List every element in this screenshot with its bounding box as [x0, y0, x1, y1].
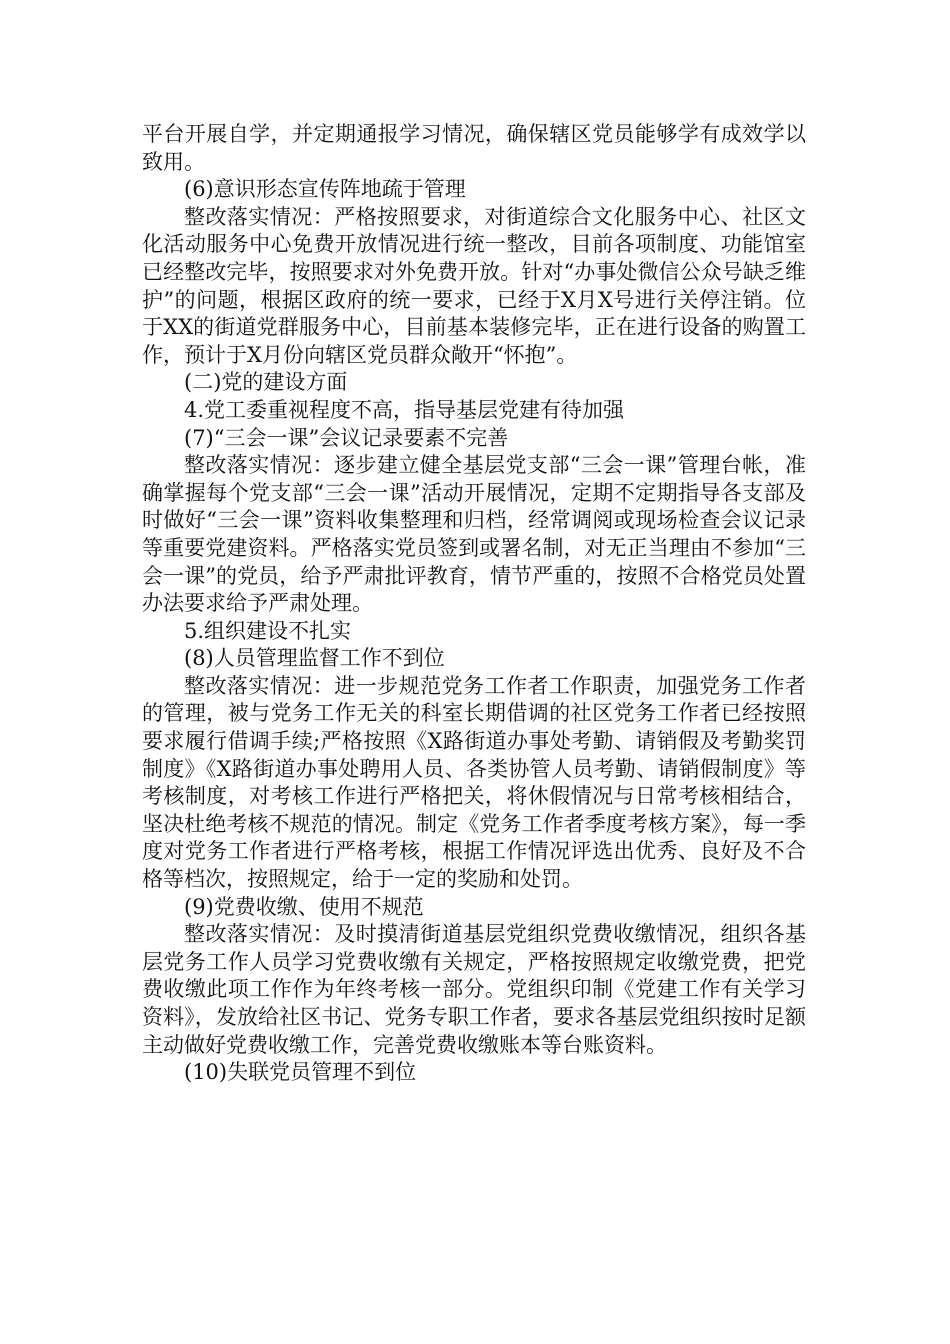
item-7-rectification: 整改落实情况：逐步建立健全基层党支部“三会一课”管理台帐，准确掌握每个党支部“三会一课”活动开展情况，定期不定期指导各支部及时做好“三会一课”资料收集整理和归档，经常调阅或现场检查会议记录等重要党建资料。严格落实党员签到或署名制，对无正当理由不参加“三会一课”的党员，给予严肃批评教育，情节严重的，按照不合格党员处置办法要求给予严肃处理。: [142, 453, 806, 616]
paragraph-continuation: 平台开展自学，并定期通报学习情况，确保辖区党员能够学有成效学以致用。: [142, 122, 806, 174]
item-8-rectification: 整改落实情况：进一步规范党务工作者工作职责，加强党务工作者的管理，被与党务工作无关的科室长期借调的社区党务工作者已经按照要求履行借调手续;严格按照《X路街道办事处考勤、请销假及考勤奖罚制度》《X路街道办事处聘用人员、各类协管人员考勤、请销假制度》等考核制度，对考核工作进行严格把关，将休假情况与日常考核相结合，坚决杜绝考核不规范的情况。制定《党务工作者季度考核方案》，每一季度对党务工作者进行严格考核，根据工作情况评选出优秀、良好及不合格等档次，按照规定，给于一定的奖励和处罚。: [142, 673, 806, 892]
item-9-heading: (9)党费收缴、使用不规范: [184, 894, 424, 919]
point-4-heading: 4.党工委重视程度不高，指导基层党建有待加强: [184, 397, 625, 422]
item-9-rectification: 整改落实情况：及时摸清街道基层党组织党费收缴情况，组织各基层党务工作人员学习党费收缴有关规定，严格按照规定收缴党费，把党费收缴此项工作作为年终考核一部分。党组织印制《党建工作有关学习资料》，发放给社区书记、党务专职工作者，要求各基层党组织按时足额主动做好党费收缴工作，完善党费收缴账本等台账资料。: [142, 922, 806, 1057]
document-page: [142, 121, 806, 1087]
item-7-heading: (7)“三会一课”会议记录要素不完善: [184, 425, 509, 450]
item-10-heading: (10)失联党员管理不到位: [184, 1060, 417, 1085]
section-2-heading: (二)党的建设方面: [184, 370, 348, 395]
item-8-heading: (8)人员管理监督工作不到位: [184, 646, 445, 671]
item-6-rectification: 整改落实情况：严格按照要求，对街道综合文化服务中心、社区文化活动服务中心免费开放情况进行统一整改，目前各项制度、功能馆室已经整改完毕，按照要求对外免费开放。针对“办事处微信公众号缺乏维护”的问题，根据区政府的统一要求，已经于X月X号进行关停注销。位于XX的街道党群服务中心，目前基本装修完毕，正在进行设备的购置工作，预计于X月份向辖区党员群众敞开“怀抱”。: [142, 204, 806, 367]
item-6-heading: (6)意识形态宣传阵地疏于管理: [184, 177, 466, 202]
point-5-heading: 5.组织建设不扎实: [184, 618, 352, 643]
